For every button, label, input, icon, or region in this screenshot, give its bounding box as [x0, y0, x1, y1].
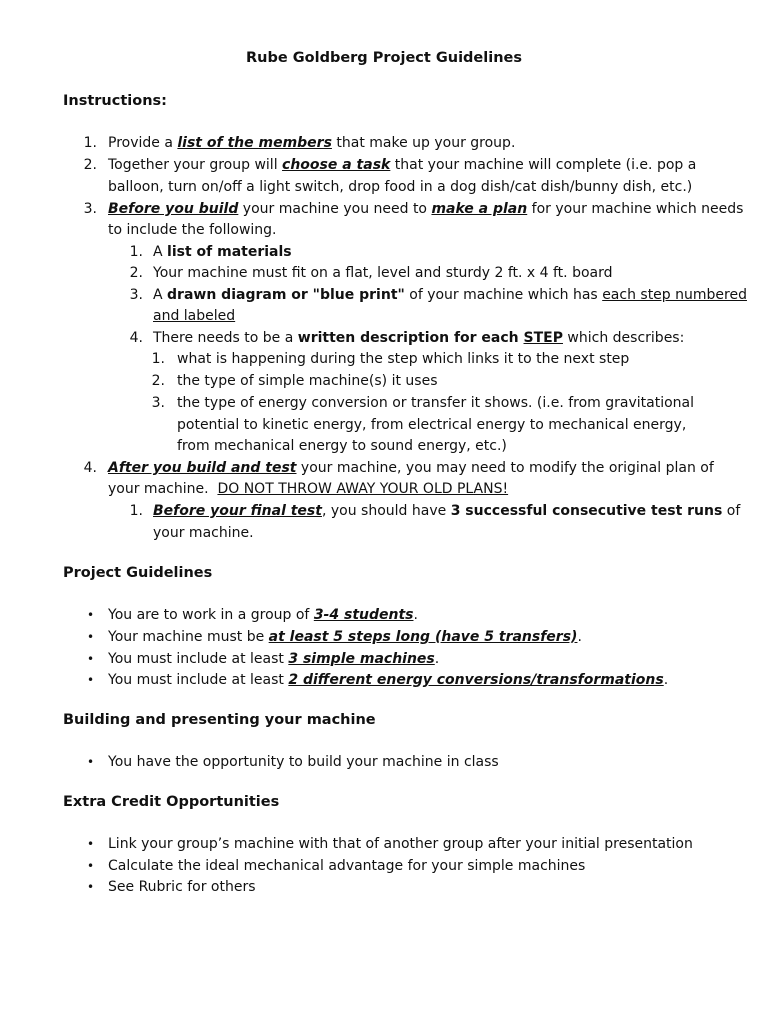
instruction-3-continuation: to include the following. [108, 222, 277, 238]
instruction-3-4-1: what is happening during the step which links it to the next step [177, 351, 630, 367]
instruction-4 [108, 459, 714, 477]
project-guidelines-heading: Project Guidelines [63, 565, 213, 581]
instruction-2-number: 2. [83, 157, 97, 173]
project-guideline-3-emphasis: 3 simple machines [288, 651, 435, 667]
instructions-heading-colon: : [161, 93, 167, 109]
project-guideline-4-emphasis: 2 different energy conversions/transformations [288, 672, 664, 688]
project-guideline-4-post: . [663, 672, 669, 688]
instruction-4-1 [153, 502, 740, 520]
project-guideline-3-post: . [434, 651, 440, 667]
instruction-3 [108, 200, 743, 218]
instruction-1-number: 1. [83, 135, 97, 151]
instruction-1-post: that make up your group. [331, 135, 516, 151]
instruction-3-post: for your machine which needs [527, 201, 744, 217]
bullet-icon: • [87, 837, 95, 851]
instruction-4-1-emphasis: Before your final test [153, 503, 322, 519]
instruction-3-3 [153, 286, 747, 304]
instruction-4-1-mid: , you should have [321, 503, 451, 519]
instruction-4-continuation-pre: your machine. [108, 481, 218, 497]
instruction-3-number: 3. [83, 201, 97, 217]
instruction-2 [108, 156, 696, 174]
instruction-3-1-bold: list of materials [167, 244, 292, 260]
instruction-3-3-underlined: each step numbered [602, 287, 747, 303]
instruction-4-emphasis: After you build and test [108, 460, 297, 476]
instruction-3-4-3: the type of energy conversion or transfer it shows. (i.e. from gravitational [177, 395, 695, 411]
instruction-3-4-3-continuation-2: from mechanical energy to sound energy, etc.) [177, 438, 507, 454]
bullet-icon: • [87, 652, 95, 666]
instruction-3-4-step: STEP [523, 330, 563, 346]
instruction-3-3-number: 3. [129, 287, 143, 303]
building-heading: Building and presenting your machine [63, 712, 376, 728]
project-guideline-2-emphasis: at least 5 steps long (have 5 transfers) [268, 629, 578, 645]
extra-credit-item-1: Link your group’s machine with that of another group after your initial presentation [108, 836, 693, 852]
project-guideline-3 [108, 650, 439, 668]
project-guideline-1 [108, 606, 418, 624]
instruction-3-4 [153, 329, 684, 347]
instruction-4-1-post: of [722, 503, 741, 519]
instruction-3-4-1-number: 1. [151, 351, 165, 367]
bullet-icon: • [87, 859, 95, 873]
project-guideline-1-emphasis: 3-4 students [313, 607, 414, 623]
extra-credit-item-3: See Rubric for others [108, 879, 256, 895]
instruction-4-warning: DO NOT THROW AWAY YOUR OLD PLANS! [217, 481, 509, 497]
instruction-3-1-pre: A [153, 244, 168, 260]
instruction-3-3-mid: of your machine which has [404, 287, 603, 303]
instruction-3-4-pre: There needs to be a [153, 330, 298, 346]
instruction-4-1-continuation: your machine. [153, 525, 254, 541]
instruction-3-emphasis-2: make a plan [431, 201, 528, 217]
instruction-3-1 [153, 243, 292, 261]
instruction-3-4-post: which describes: [562, 330, 685, 346]
instruction-3-3-continuation: and labeled [153, 308, 236, 324]
project-guideline-2-post: . [577, 629, 582, 645]
instructions-heading [63, 93, 167, 109]
instruction-3-4-bold: written description for each [297, 330, 524, 346]
instruction-1-pre: Provide a [108, 135, 178, 151]
project-guideline-1-post: . [413, 607, 418, 623]
extra-credit-item-2: Calculate the ideal mechanical advantage for your simple machines [108, 858, 586, 874]
instruction-3-4-3-number: 3. [151, 395, 165, 411]
extra-credit-heading: Extra Credit Opportunities [63, 794, 280, 810]
project-guideline-1-pre: You are to work in a group of [108, 607, 314, 623]
bullet-icon: • [87, 880, 95, 894]
bullet-icon: • [87, 755, 95, 769]
instruction-3-mid: your machine you need to [238, 201, 432, 217]
document-title: Rube Goldberg Project Guidelines [245, 50, 522, 66]
bullet-icon: • [87, 608, 95, 622]
instruction-4-1-bold: 3 successful consecutive test runs [450, 503, 723, 519]
building-item-1: You have the opportunity to build your machine in class [108, 754, 499, 770]
instruction-3-3-pre: A [153, 287, 168, 303]
instruction-3-4-3-continuation-1: potential to kinetic energy, from electrical energy to mechanical energy, [177, 417, 687, 433]
project-guideline-4 [108, 671, 668, 689]
instruction-4-post: your machine, you may need to modify the original plan of [296, 460, 714, 476]
instruction-1 [108, 134, 515, 152]
instruction-2-pre: Together your group will [108, 157, 283, 173]
instruction-2-continuation: balloon, turn on/off a light switch, drop food in a dog dish/cat dish/bunny dish, etc.) [108, 179, 693, 195]
instruction-3-1-number: 1. [129, 244, 143, 260]
instruction-3-4-number: 4. [129, 330, 143, 346]
instruction-4-1-number: 1. [129, 503, 143, 519]
instruction-4-continuation [108, 480, 508, 498]
instruction-1-emphasis: list of the members [177, 135, 332, 151]
instruction-3-2-number: 2. [129, 265, 143, 281]
project-guideline-3-pre: You must include at least [108, 651, 289, 667]
instruction-2-post: that your machine will complete (i.e. pop a [390, 157, 697, 173]
bullet-icon: • [87, 673, 95, 687]
instruction-3-4-2: the type of simple machine(s) it uses [177, 373, 438, 389]
bullet-icon: • [87, 630, 95, 644]
instruction-3-2: Your machine must fit on a flat, level and sturdy 2 ft. x 4 ft. board [153, 265, 613, 281]
instruction-4-number: 4. [83, 460, 97, 476]
instruction-3-4-2-number: 2. [151, 373, 165, 389]
project-guideline-2-pre: Your machine must be [108, 629, 269, 645]
project-guideline-4-pre: You must include at least [108, 672, 289, 688]
instruction-3-3-bold: drawn diagram or "blue print" [167, 287, 405, 303]
project-guideline-2 [108, 628, 582, 646]
instruction-3-emphasis-1: Before you build [108, 201, 239, 217]
instruction-2-emphasis: choose a task [282, 157, 391, 173]
instructions-heading-text: Instructions [63, 93, 162, 109]
